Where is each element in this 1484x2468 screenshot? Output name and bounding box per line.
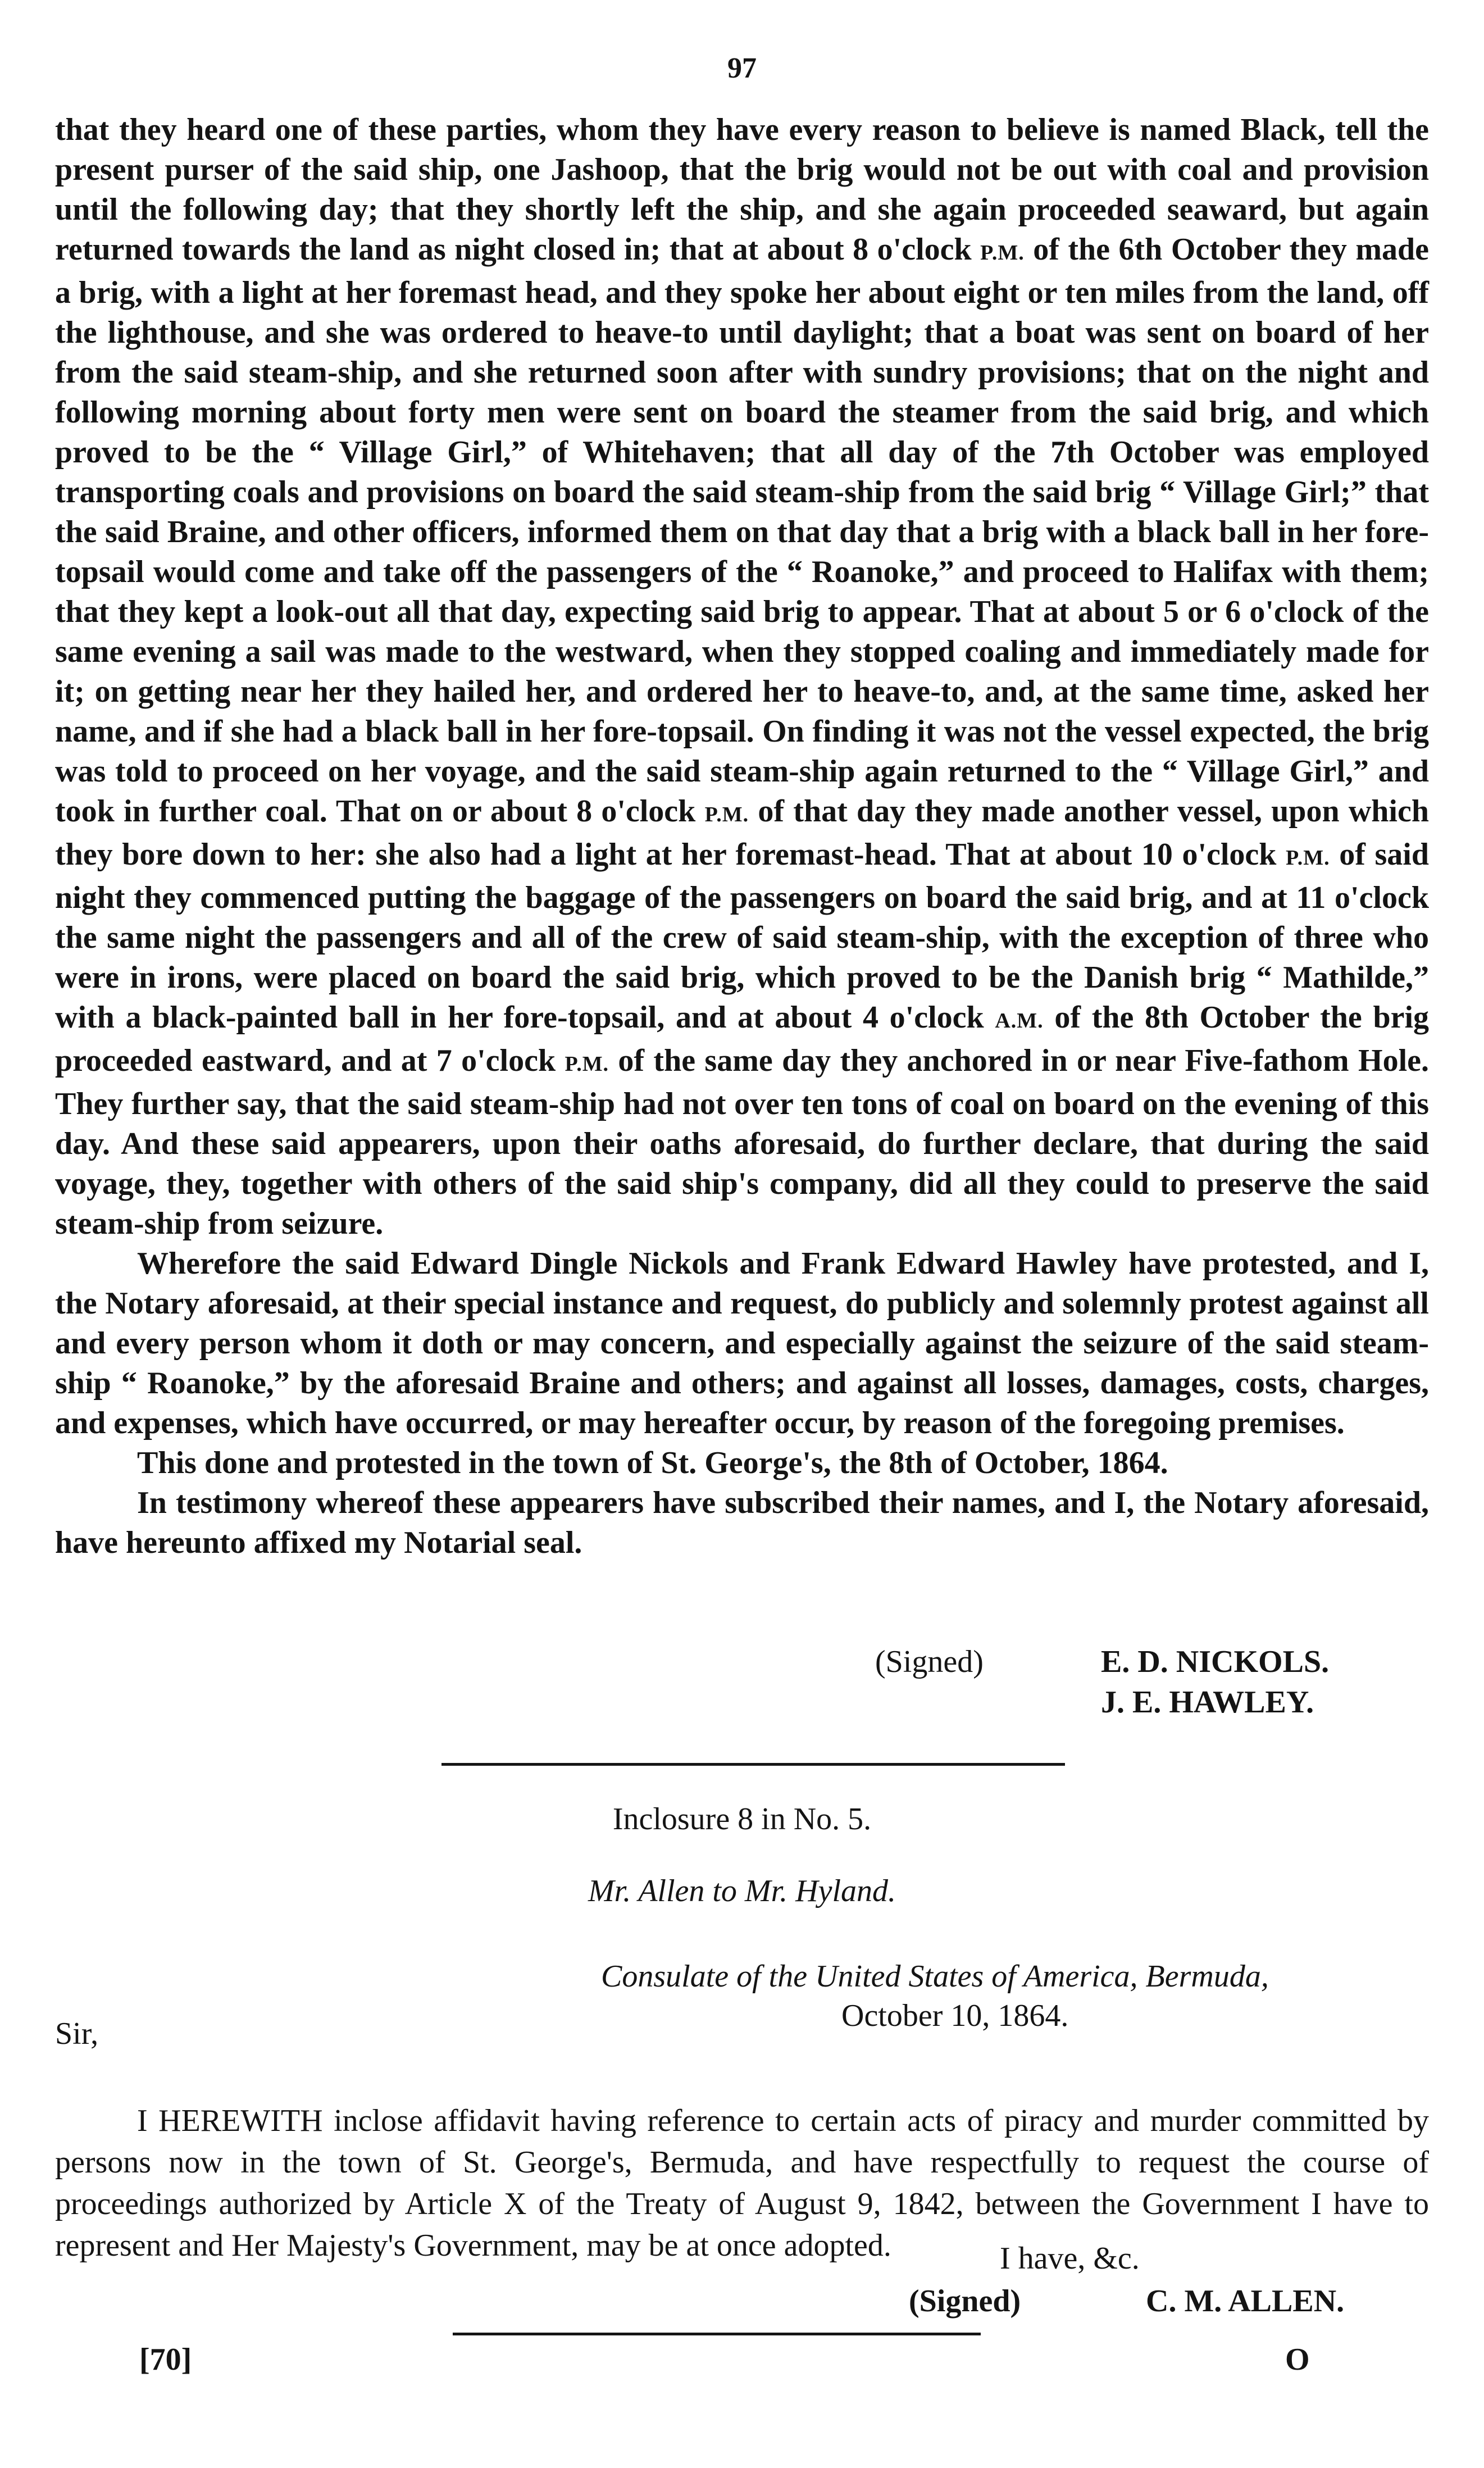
signatory-name-hawley: J. E. HAWLEY. <box>1101 1685 1314 1720</box>
deposition-text-segment: of the 8th October the brig proceeded eastward, and at 7 o'clock <box>55 1000 1430 1078</box>
deposition-text-segment: of the same day they anchored in or near Five-fathom Hole. They further say, that the said steam-ship had not over ten tons of coal on board on the evening of this day. And these said appearers, upon their oaths aforesaid, do further declare, that during the said voyage, they, together with others of the said ship's company, did all they could to preserve the said steam-ship from seizure. <box>55 1043 1430 1241</box>
gathering-letter: O <box>1285 2342 1310 2377</box>
letter-heading: Mr. Allen to Mr. Hyland. <box>588 1874 896 1908</box>
deposition-paragraph <box>55 110 1429 1244</box>
signed-label: (Signed) <box>909 2284 1021 2319</box>
deposition-text-segment: of that day they made another vessel, upon which they bore down to her: she also had a light at her foremast-head. That at about 10 o'clock <box>55 794 1429 872</box>
deposition-text-segment: of said night they commenced putting the baggage of the passengers on board the said brig, and at 11 o'clock the same night the passengers and all of the crew of said steam-ship, with the exception of three who were in irons, were placed on board the said brig, which proved to be the Danish brig “ Mathilde,” with a black-painted ball in her fore-topsail, and at about 4 o'clock <box>55 837 1429 1035</box>
deposition-text-segment: that they heard one of these parties, whom they have every reason to believe is named Black, tell the present purser of the said ship, one Jashoop, that the brig would not be out with coal and provision until the following day; that they shortly left the ship, and she again proceeded seaward, but again returned towards the land as night closed in; that at about 8 o'clock <box>55 112 1429 267</box>
page-number: 97 <box>727 52 757 84</box>
deposition-text-segment: of the 6th October they made a brig, with a light at her foremast head, and they spoke her about eight or ten miles from the land, off the lighthouse, and she was ordered to heave-to until daylight; that a boat was sent on board of her from the said steam-ship, and she returned soon after with sundry provisions; that on the night and following morning about forty men were sent on board the steamer from the said brig, and which proved to be the “ Village Girl,” of Whitehaven; that all day of the 7th October was employed transporting coals and provisions on board the said steam-ship from the said brig “ Village Girl;” that the said Braine, and other officers, informed them on that day that a brig with a black ball in her fore-topsail would come and take off the passengers of the “ Roanoke,” and proceed to Halifax with them; that they kept a look-out all that day, expecting said brig to appear. That at about 5 or 6 o'clock of the same evening a sail was made to the westward, when they stopped coaling and immediately made for it; on getting near her they hailed her, and ordered her to heave-to, and, at the same time, asked her name, and if she had a black ball in her fore-topsail. On finding it was not the vessel expected, the brig was told to proceed on her voyage, and the said steam-ship again returned to the “ Village Girl,” and took in further coal. That on or about 8 o'clock <box>55 232 1430 829</box>
letter-date: October 10, 1864. <box>841 1998 1069 2033</box>
inclosure-heading: Inclosure 8 in No. 5. <box>612 1802 872 1837</box>
wherefore-paragraph: Wherefore the said Edward Dingle Nickols and Frank Edward Hawley have protested, and I, the Notary aforesaid, at their special instance and request, do publicly and solemnly protest against all and every person whom it doth or may concern, and especially against the seizure of the said steam-ship “ Roanoke,” by the aforesaid Braine and others; and against all losses, damages, costs, charges, and expenses, which have occurred, or may hereafter occur, by reason of the foregoing premises. <box>55 1246 1429 1440</box>
signed-label: (Signed) <box>875 1644 984 1679</box>
salutation: Sir, <box>55 2016 99 2051</box>
time-abbreviation: P.M. <box>980 241 1025 265</box>
deposition-text <box>55 110 1429 1563</box>
done-paragraph: This done and protested in the town of St. George's, the 8th of October, 1864. <box>137 1446 1168 1480</box>
footer-divider <box>453 2333 981 2335</box>
letter-paragraph: I HEREWITH inclose affidavit having reference to certain acts of piracy and murder committed by persons now in the town of St. George's, Bermuda, and have respectfully to request the course of proceedings authorized by Article X of the Treaty of August 9, 1842, between the Government I have to represent and Her Majesty's Government, may be at once adopted. <box>55 2103 1429 2263</box>
testimony-paragraph: In testimony whereof these appearers have subscribed their names, and I, the Notary aforesaid, have hereunto affixed my Notarial seal. <box>55 1485 1429 1560</box>
letter-body <box>55 2100 1429 2266</box>
signature-mark: [70] <box>139 2342 192 2377</box>
time-abbreviation: P.M. <box>565 1052 609 1076</box>
section-divider <box>441 1763 1065 1766</box>
closing-line: I have, &c. <box>1000 2241 1140 2276</box>
consulate-place-line: Consulate of the United States of America, Bermuda, <box>601 1959 1269 1994</box>
time-abbreviation: P.M. <box>1286 846 1330 870</box>
signatory-name-allen: C. M. ALLEN. <box>1146 2284 1345 2319</box>
signatory-name-nickols: E. D. NICKOLS. <box>1101 1644 1330 1679</box>
time-abbreviation: A.M. <box>995 1009 1044 1033</box>
time-abbreviation: P.M. <box>704 803 749 826</box>
